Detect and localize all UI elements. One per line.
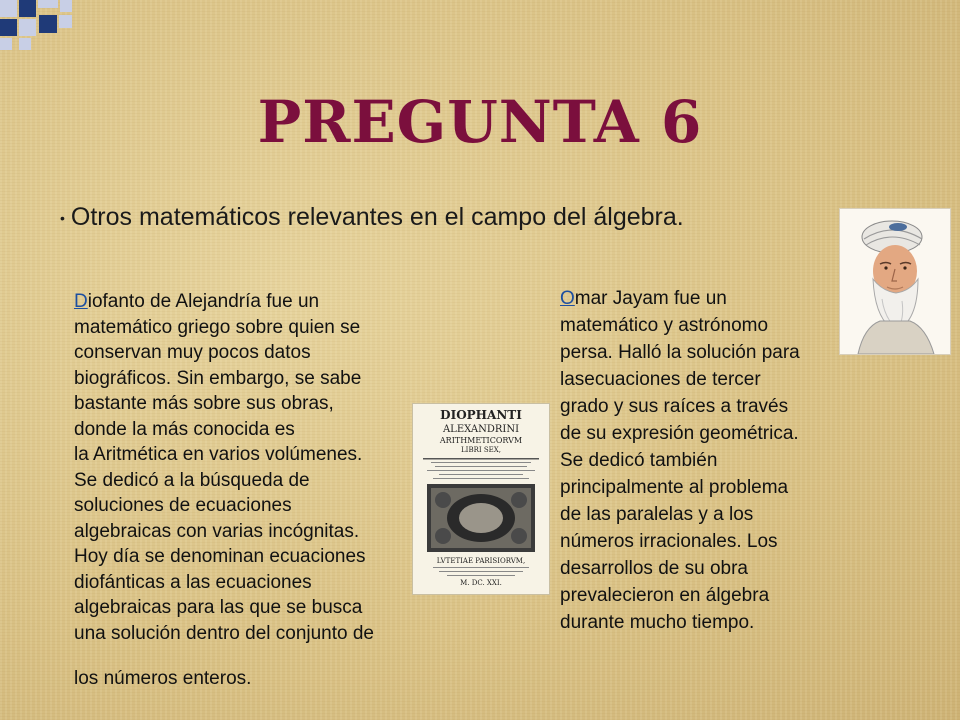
text-line: durante mucho tiempo. (560, 612, 755, 633)
book-cover-line: LVTETIAE PARISIORVM, (436, 557, 526, 565)
text-line: soluciones de ecuaciones (74, 495, 292, 516)
text-line: lasecuaciones de tercer (560, 369, 761, 390)
book-cover-line: ARITHMETICORVM (439, 436, 523, 445)
text-line: Diofanto de Alejandría fue un (74, 291, 320, 312)
text-line: persa. Halló la solución para (560, 342, 800, 363)
book-cover-line: DIOPHANTI (440, 408, 522, 422)
text-line-last: los números enteros. (74, 668, 252, 689)
text-line: prevalecieron en álgebra (560, 585, 770, 606)
text-line: algebraicas para las que se busca (74, 597, 363, 618)
text-line: desarrollos de su obra (560, 558, 748, 579)
text-line: matemático y astrónomo (560, 315, 769, 336)
text-line: Se dedicó también (560, 450, 718, 471)
arithmetica-book-cover-image (412, 403, 550, 595)
book-cover-line: LIBRI SEX, (461, 446, 501, 454)
slide-subtitle (60, 203, 684, 232)
slide-title: PREGUNTA 6 (257, 88, 703, 156)
text-line: la Aritmética en varios volúmenes. (74, 444, 363, 465)
jayam-paragraph (560, 285, 870, 636)
text-line: matemático griego sobre quien se (74, 316, 361, 338)
book-cover-line: ALEXANDRINI (442, 424, 520, 435)
text-line: Hoy día se denominan ecuaciones (74, 546, 366, 567)
text-line: Se dedicó a la búsqueda de (74, 469, 310, 491)
omar-jayam-portrait-image (839, 208, 951, 355)
book-cover-line: M. DC. XXI. (460, 579, 502, 587)
text-line: una solución dentro del conjunto de (74, 622, 375, 644)
text-line: Omar Jayam fue un (560, 288, 727, 309)
subtitle-text: Otros matemáticos relevantes en el campo del álgebra. (70, 203, 684, 231)
diofanto-paragraph (74, 289, 454, 646)
text-line: diofánticas a las ecuaciones (74, 571, 312, 593)
text-line: números irracionales. Los (560, 531, 778, 552)
text-line: bastante más sobre sus obras, (74, 393, 334, 414)
text-line: grado y sus raíces a través (560, 396, 789, 417)
text-line: donde la más conocida es (74, 418, 295, 440)
drop-initial-o[interactable]: O (560, 288, 575, 309)
text-line: algebraicas con varias incógnitas. (74, 520, 360, 542)
text-line: biográficos. Sin embargo, se sabe (74, 367, 362, 389)
drop-initial-d[interactable]: D (74, 291, 88, 312)
text-line: principalmente al problema (560, 477, 789, 498)
text-line: conservan muy pocos datos (74, 342, 311, 363)
bullet: • (60, 209, 65, 226)
text-line: de su expresión geométrica. (560, 423, 799, 444)
text-line: de las paralelas y a los (560, 504, 754, 525)
